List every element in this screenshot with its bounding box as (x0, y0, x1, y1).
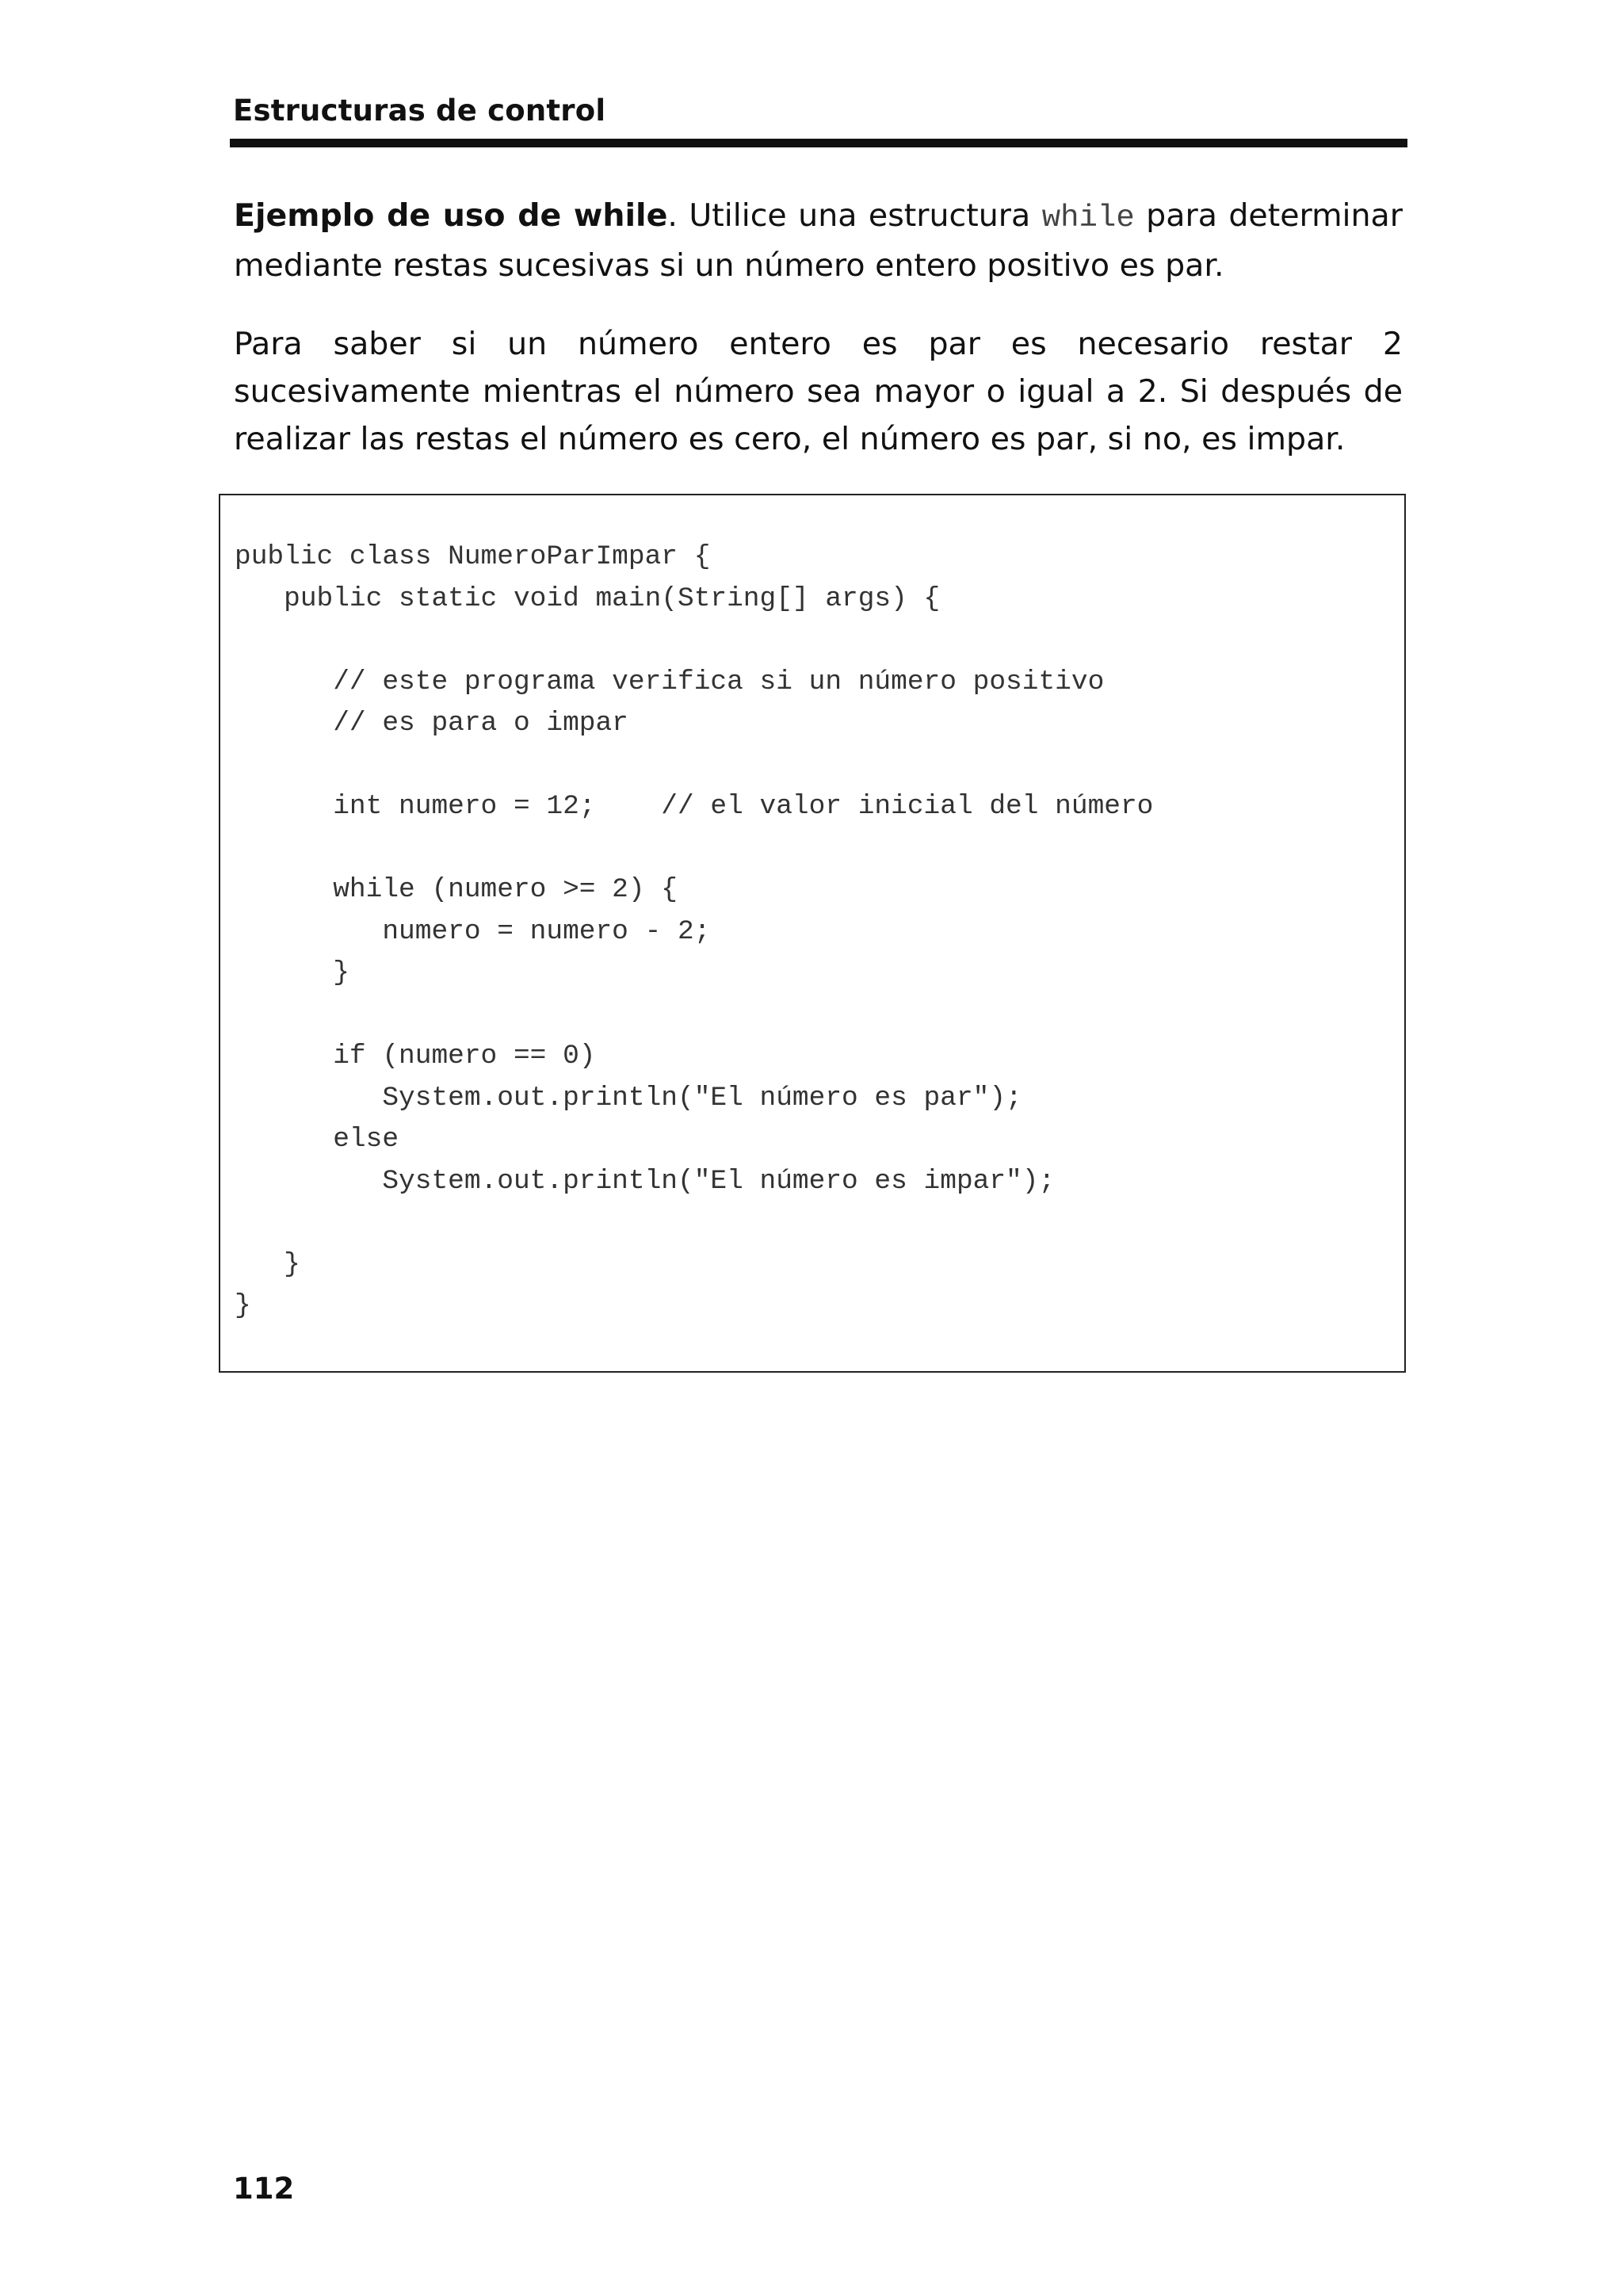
intro-text-before-code: . Utilice una estructura (667, 197, 1042, 234)
code-line (235, 995, 1153, 1037)
code-line: public class NumeroParImpar { (235, 541, 711, 572)
code-listing (235, 537, 1153, 1328)
code-line: int numero = 12; // el valor inicial del número (235, 791, 1154, 822)
code-line: // este programa verifica si un número positivo (235, 666, 1105, 697)
code-line (235, 828, 1153, 870)
page-number: 112 (233, 2172, 295, 2206)
explanation-paragraph: Para saber si un número entero es par es necesario restar 2 sucesivamente mientras el número sea mayor o igual a 2. Si después de realizar las restas el número es cero, el número es par, si no, es impar. (234, 326, 1403, 457)
code-line: System.out.println("El número es par"); (235, 1082, 1022, 1114)
code-line (235, 745, 1153, 787)
inline-code-while: while (1041, 201, 1135, 235)
running-header: Estructuras de control (233, 94, 606, 128)
code-line: } (235, 1248, 300, 1280)
code-line: public static void main(String[] args) { (235, 583, 941, 614)
code-line: while (numero >= 2) { (235, 874, 678, 905)
code-line: else (235, 1124, 399, 1155)
intro-text-after-code: para determinar mediante restas sucesivas si un número entero positivo es par. (234, 197, 1403, 284)
code-line: // es para o impar (235, 708, 628, 739)
code-line: if (numero == 0) (235, 1041, 596, 1072)
code-listing-box (219, 494, 1406, 1373)
code-line (235, 1202, 1153, 1244)
code-line: numero = numero - 2; (235, 915, 711, 947)
example-heading: Ejemplo de uso de while (234, 197, 668, 234)
code-line: System.out.println("El número es impar"); (235, 1165, 1056, 1197)
code-line: } (235, 1290, 251, 1321)
code-line (235, 620, 1153, 662)
example-intro-paragraph (234, 192, 1403, 289)
header-rule (230, 139, 1407, 147)
code-line: } (235, 957, 349, 988)
